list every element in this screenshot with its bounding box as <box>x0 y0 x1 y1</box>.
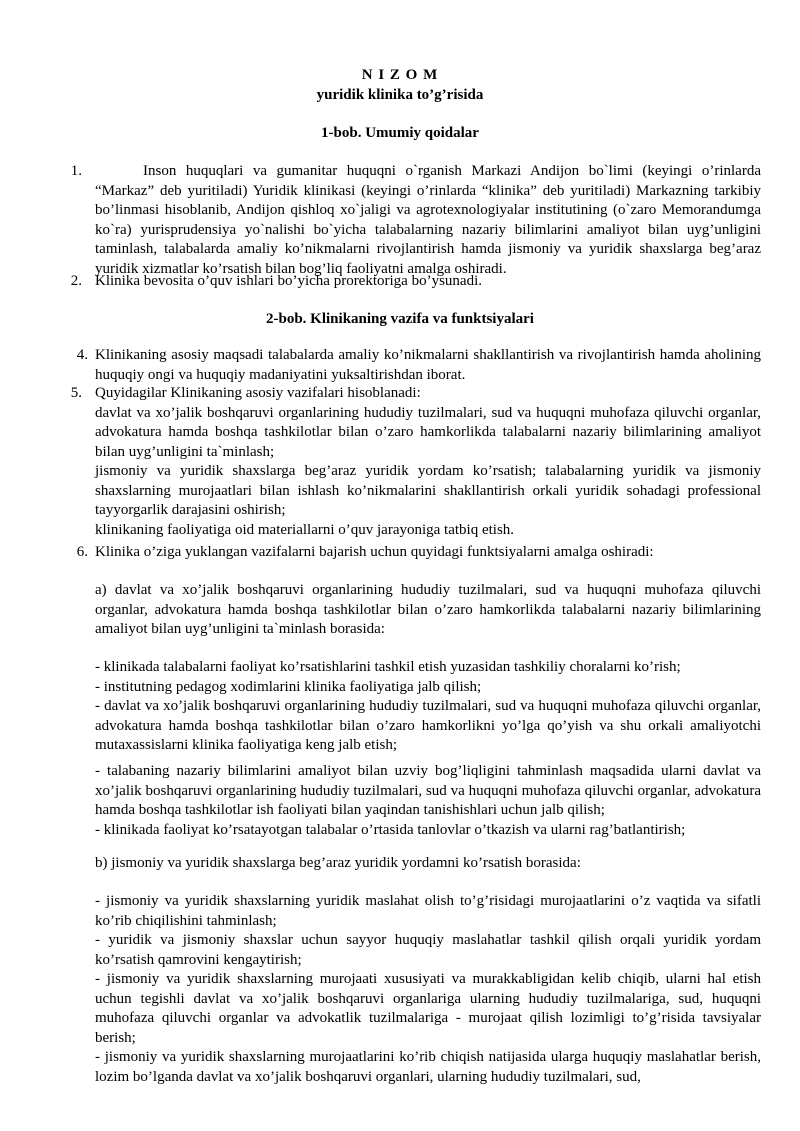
list-item: - yuridik va jismoniy shaxslar uchun sayyor huquqiy maslahatlar tashkil qilish orqali yuridik yordam ko’rsatish qamrovini kengaytirish; <box>95 932 761 968</box>
section-a-list-1 <box>95 658 761 756</box>
section-a-list-2 <box>95 762 761 840</box>
item-6-text: Klinika o’ziga yuklangan vazifalarni bajarish uchun quyidagi funktsiyalarni amalga oshiradi: <box>95 544 654 560</box>
chapter1-heading: 1-bob. Umumiy qoidalar <box>321 125 479 141</box>
list-item: - klinikada talabalarni faoliyat ko’rsatishlarini tashkil etish yuzasidan tashkiliy choralarni ko’rish; <box>95 659 681 675</box>
item-number: 4. <box>76 347 88 363</box>
item-5-line: davlat va xo’jalik boshqaruvi organlarining hududiy tuzilmalari, sud va huquqni muhofaza qiluvchi organlar, advokatura hamda boshqa tashkilotlar bilan o’zaro hamkorlikda talabalarni nazariy bilimlarining amaliyot bilan uyg’unligini ta`minlash; <box>95 404 761 460</box>
item-5-block <box>95 384 761 540</box>
list-item: - institutning pedagog xodimlarini klinika faoliyatiga jalb qilish; <box>95 678 482 695</box>
document-title: N I Z O M <box>361 67 439 83</box>
section-b-heading: b) jismoniy va yuridik shaxslarga beg’araz yuridik yordamni ko’rsatish borasida: <box>95 855 581 871</box>
item-5-line: klinikaning faoliyatiga oid materiallarni o’quv jarayoniga tatbiq etish. <box>95 521 515 538</box>
item-number: 2. <box>70 273 82 289</box>
item-number: 6. <box>76 544 88 560</box>
document-subtitle: yuridik klinika to’g’risida <box>316 87 484 103</box>
list-item: - talabaning nazariy bilimlarini amaliyot bilan uzviy bog’liqligini tahminlash maqsadida ularni davlat va xo’jalik boshqaruvi organlarining hududiy tuzilmalari, sud va huquqni muhofaza qiluvchi organlar, advokatura hamda boshqa tashkilotlar ish faoliyati bilan yaqindan tanishishlari uchun jalb qilish; <box>95 763 761 818</box>
item-1-text: Inson huquqlari va gumanitar huquqni o`rganish Markazi Andijon bo`limi (keyingi o’rinlarda “Markaz” deb yuritiladi) Yuridik klinikasi (keyingi o’rinlarda “klinika” deb yuritiladi) Markazning tarkibiy bo’linmasi hisoblanib, Andijon qishloq xo`jaligi va agrotexnologiyalar institutining (o`zaro Memorandumga ko`ra) yurisprudensiya yo`nalishi bo`yicha talabalarning nazariy bilimlarini amaliyot bilan uyg’unligini taminlash, talabalarda amaliy ko’nikmalarni rivojlantirish hamda jismoniy va yuridik shaxslarga beg’araz yuridik xizmatlar ko’rsatish bilan bog’liq faoliyatni amalga oshiradi. <box>95 163 761 277</box>
section-b-list <box>95 892 761 1087</box>
list-item: - klinikada faoliyat ko’rsatayotgan talabalar o’rtasida tanlovlar o’tkazish va ularni rag’batlantirish; <box>95 821 686 838</box>
list-item: - jismoniy va yuridik shaxslarning murojaatlarini ko’rib chiqish natijasida ularga huquqiy maslahatlar berish, lozim bo’lganda davlat va xo’jalik boshqaruvi organlari, ularning hududiy tuzilmalari, sud, <box>95 1049 761 1085</box>
item-number: 1. <box>70 163 82 179</box>
item-2-text: Klinika bevosita o’quv ishlari bo’yicha prorektoriga bo’ysunadi. <box>95 273 482 289</box>
item-number: 5. <box>70 385 82 401</box>
chapter2-heading: 2-bob. Klinikaning vazifa va funktsiyalari <box>266 311 534 327</box>
list-item: - davlat va xo’jalik boshqaruvi organlarining hududiy tuzilmalari, sud va huquqni muhofaza qiluvchi organlar, advokatura hamda boshqa tashkilotlar bilan o’zaro hamkorlikni yo’lga qo’yish va shu orkali amaliyotchi mutaxassislarni klinika faoliyatiga keng jalb etish; <box>95 698 761 753</box>
list-item: - jismoniy va yuridik shaxslarning murojaati xususiyati va murakkabligidan kelib chiqib, ularni hal etish uchun tegishli davlat va xo’jalik boshqaruvi organlariga ularning hududiy tuzilmalariga, sud, huquqni muhofaza qiluvchi organlar va advokatlik tuzilmalariga - murojaat qilish lozimligi to’g’risida tavsiyalar berish; <box>95 971 761 1046</box>
list-item: - jismoniy va yuridik shaxslarning yuridik maslahat olish to’g’risidagi murojaatlarini o’z vaqtida va sifatli ko’rib chiqilishini tahminlash; <box>95 893 761 929</box>
section-a-heading: a) davlat va xo’jalik boshqaruvi organlarining hududiy tuzilmalari, sud va huquqni muhofaza qiluvchi organlar, advokatura hamda boshqa tashkilotlar bilan o’zaro hamkorlikda talabalarni nazariy bilimlarining amaliyot bilan uyg’unligini ta`minlash borasida: <box>95 582 761 637</box>
item-5-line: jismoniy va yuridik shaxslarga beg’araz yuridik yordam ko’rsatish; talabalarning yuridik va jismoniy shaxslarning murojaatlari bilan ishlash ko’nikmalarini shakllantirish orkali yuridik sohadagi professional tayyorgarlik darajasini oshirish; <box>95 463 761 518</box>
item-4-text: Klinikaning asosiy maqsadi talabalarda amaliy ko’nikmalarni shakllantirish va rivojlantirish hamda aholining huquqiy ongi va huquqiy madaniyatini yuksaltirishdan iborat. <box>95 347 761 383</box>
item-5-text: Quyidagilar Klinikaning asosiy vazifalari hisoblanadi: <box>95 385 421 401</box>
